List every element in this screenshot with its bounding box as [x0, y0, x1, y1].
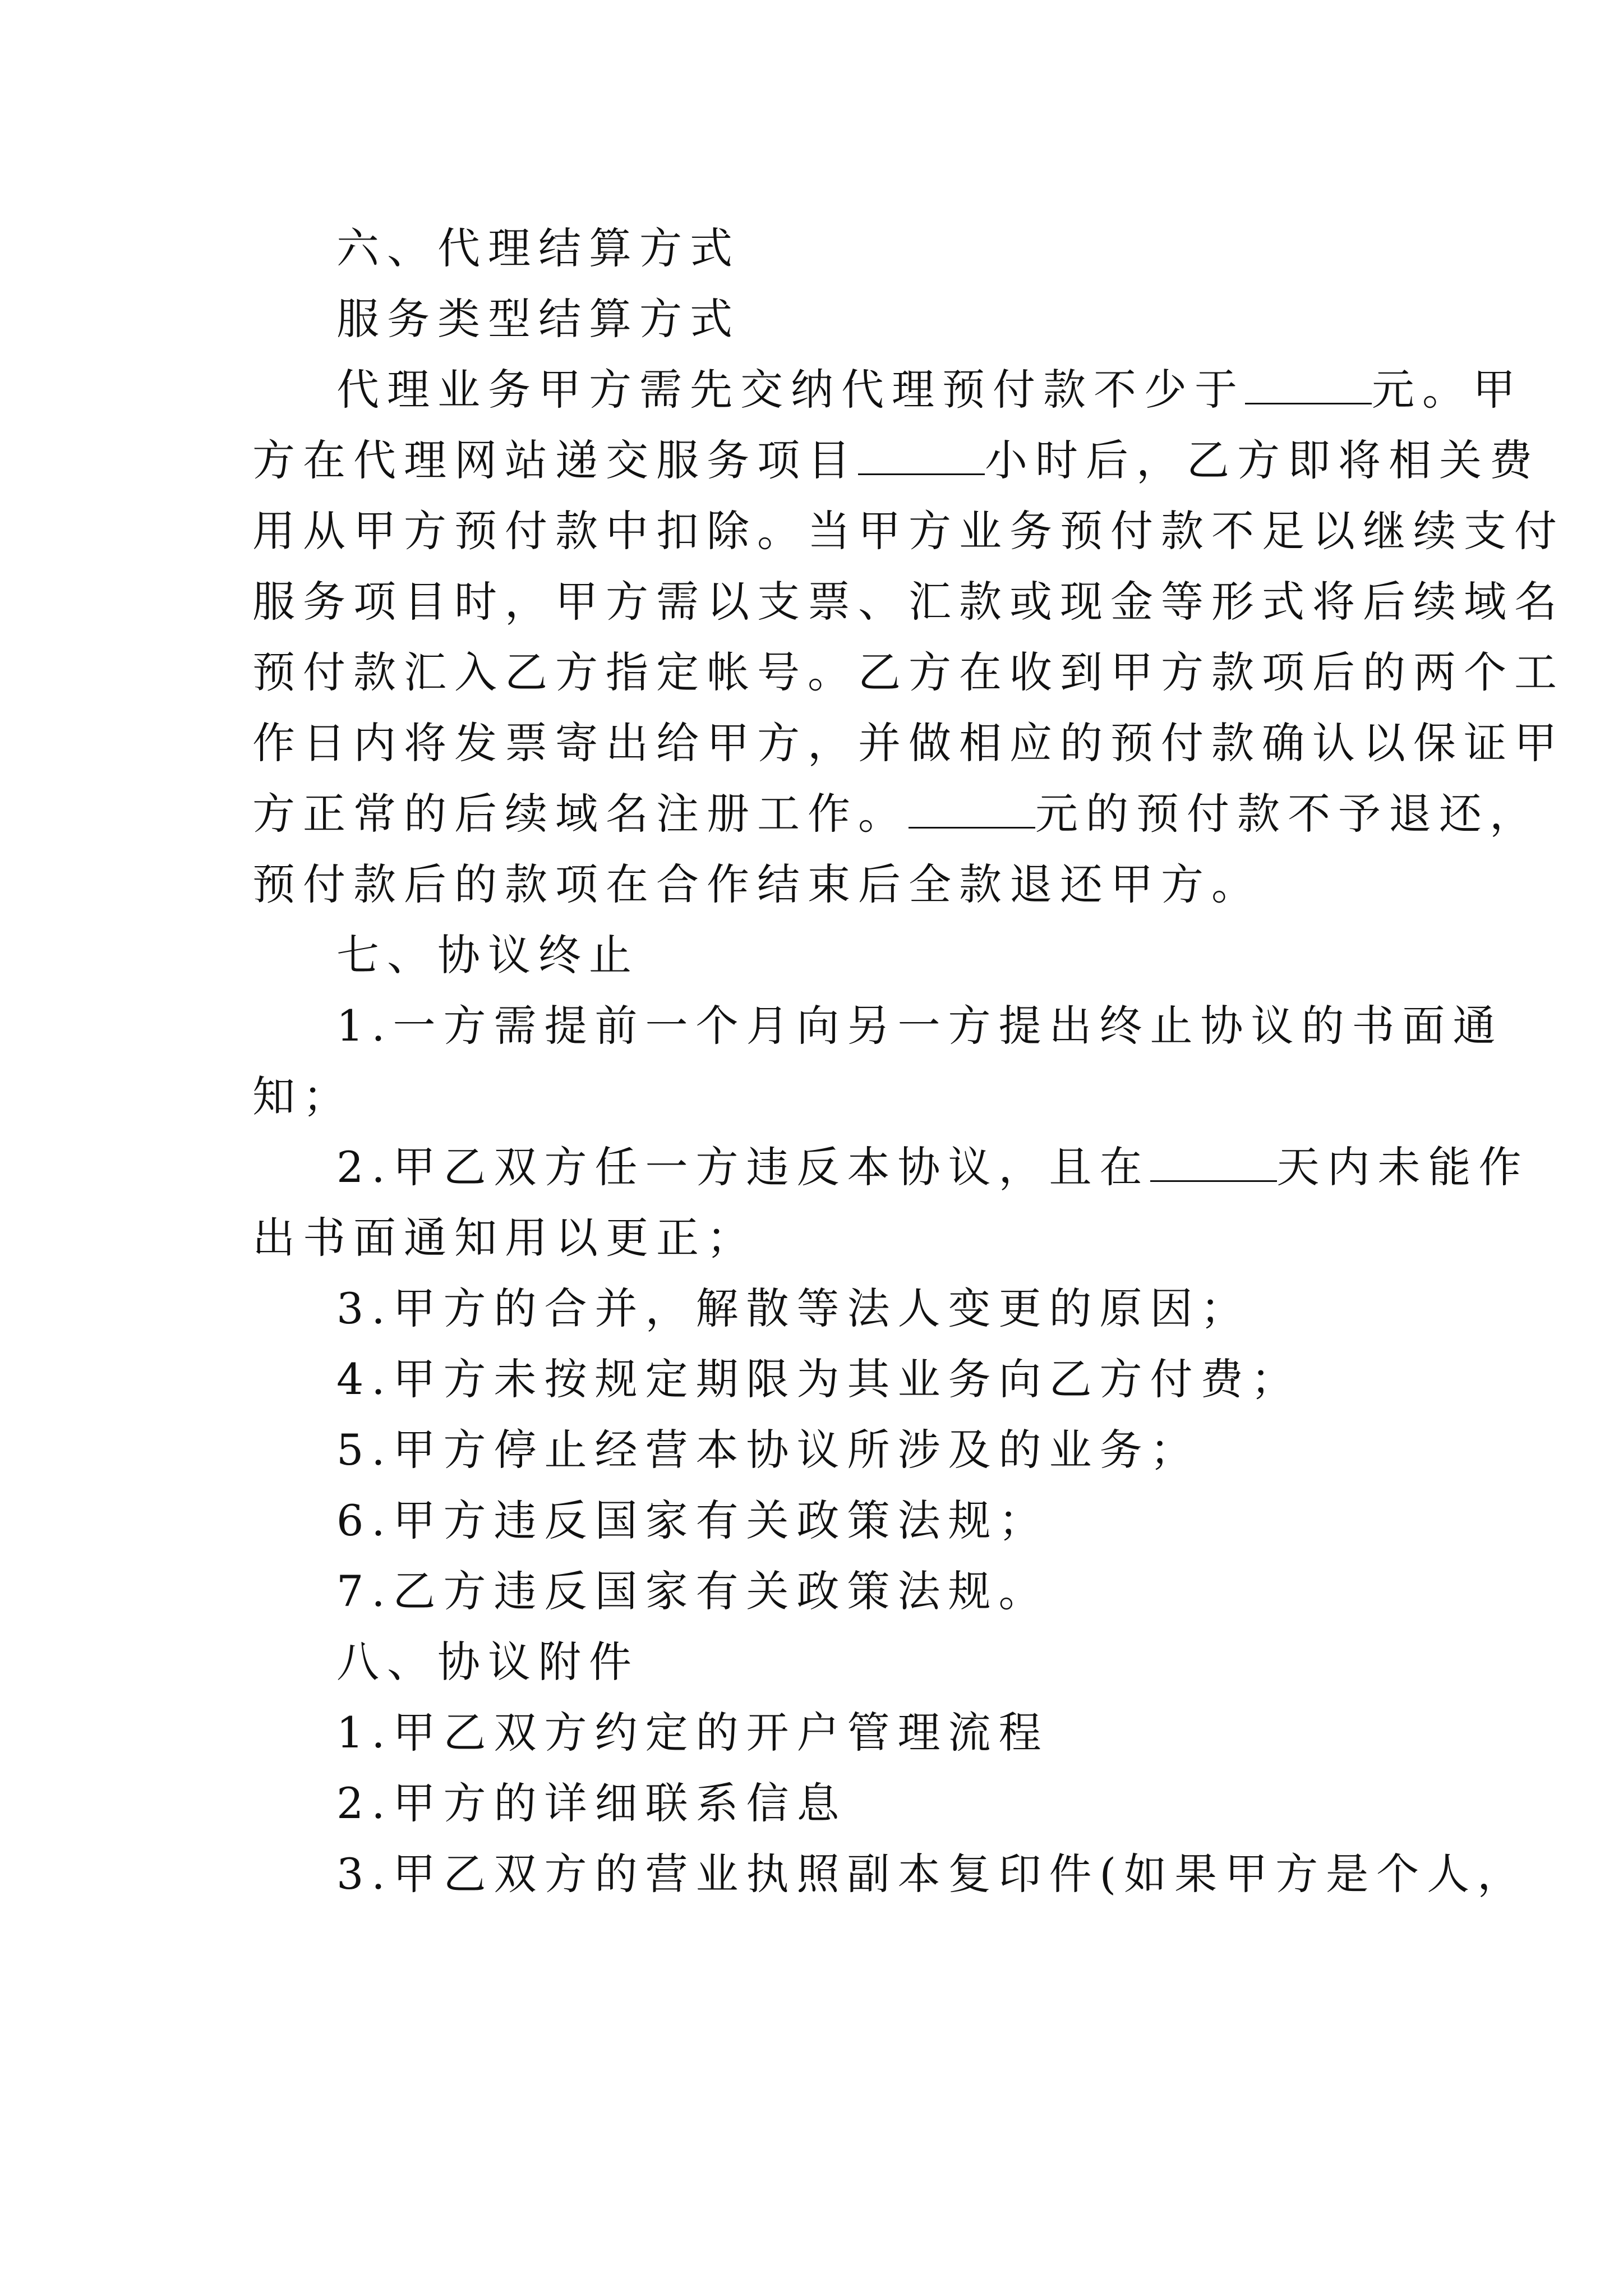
section-heading-attachments: 八、协议附件: [336, 1637, 639, 1687]
fill-blank-amount: [1245, 366, 1372, 404]
list-item: 5.甲方停止经营本协议所涉及的业务；: [336, 1425, 1201, 1475]
text-run: 天内未能作: [1276, 1142, 1529, 1192]
text-run: 方正常的后续域名注册工作。: [252, 789, 909, 839]
paragraph-line: 预付款后的款项在合作结束后全款退还甲方。: [252, 859, 1262, 909]
paragraph-line: [252, 425, 1540, 496]
paragraph-line: [252, 355, 1523, 425]
document-body: [252, 213, 1565, 1910]
text-run: 小时后，乙方即将相关费: [985, 435, 1540, 485]
list-item: 6.甲方违反国家有关政策法规；: [336, 1496, 1049, 1545]
paragraph-line: 服务项目时，甲方需以支票、汇款或现金等形式将后续域名: [252, 577, 1565, 627]
text-run: 方在代理网站递交服务项目: [252, 435, 858, 485]
section-heading-termination: 七、协议终止: [336, 930, 639, 980]
list-item-continuation: 知；: [252, 1071, 353, 1121]
text-run: 代理业务甲方需先交纳代理预付款不少于: [336, 365, 1245, 415]
list-item-continuation: 出书面通知用以更正；: [252, 1213, 757, 1263]
list-item: 3.甲乙双方的营业执照副本复印件(如果甲方是个人，: [336, 1849, 1528, 1899]
list-item: [252, 1132, 1529, 1203]
fill-blank-nonrefundable-amount: [909, 790, 1035, 829]
section-subheading-service-type: 服务类型结算方式: [336, 294, 740, 344]
text-run: 元的预付款不予退还，: [1035, 789, 1540, 839]
list-item: 2.甲方的详细联系信息: [336, 1778, 847, 1828]
text-run: 元。甲: [1372, 365, 1523, 415]
paragraph-line: 预付款汇入乙方指定帐号。乙方在收到甲方款项后的两个工: [252, 647, 1565, 697]
list-item: 7.乙方违反国家有关政策法规。: [336, 1566, 1049, 1616]
paragraph-line: 用从甲方预付款中扣除。当甲方业务预付款不足以继续支付: [252, 506, 1565, 556]
section-heading-settlement: 六、代理结算方式: [336, 223, 740, 273]
fill-blank-days: [1150, 1143, 1277, 1182]
list-item: 3.甲方的合并，解散等法人变更的原因；: [336, 1283, 1251, 1333]
fill-blank-hours: [858, 436, 985, 475]
list-item: 1.甲乙双方约定的开户管理流程: [336, 1708, 1049, 1757]
paragraph-line: 作日内将发票寄出给甲方，并做相应的预付款确认以保证甲: [252, 718, 1565, 768]
paragraph-line: [252, 779, 1540, 849]
list-item: 1.一方需提前一个月向另一方提出终止协议的书面通: [336, 1001, 1504, 1051]
list-item: 4.甲方未按规定期限为其业务向乙方付费；: [336, 1354, 1302, 1404]
text-run: 2.甲乙双方任一方违反本协议，且在: [336, 1142, 1150, 1192]
